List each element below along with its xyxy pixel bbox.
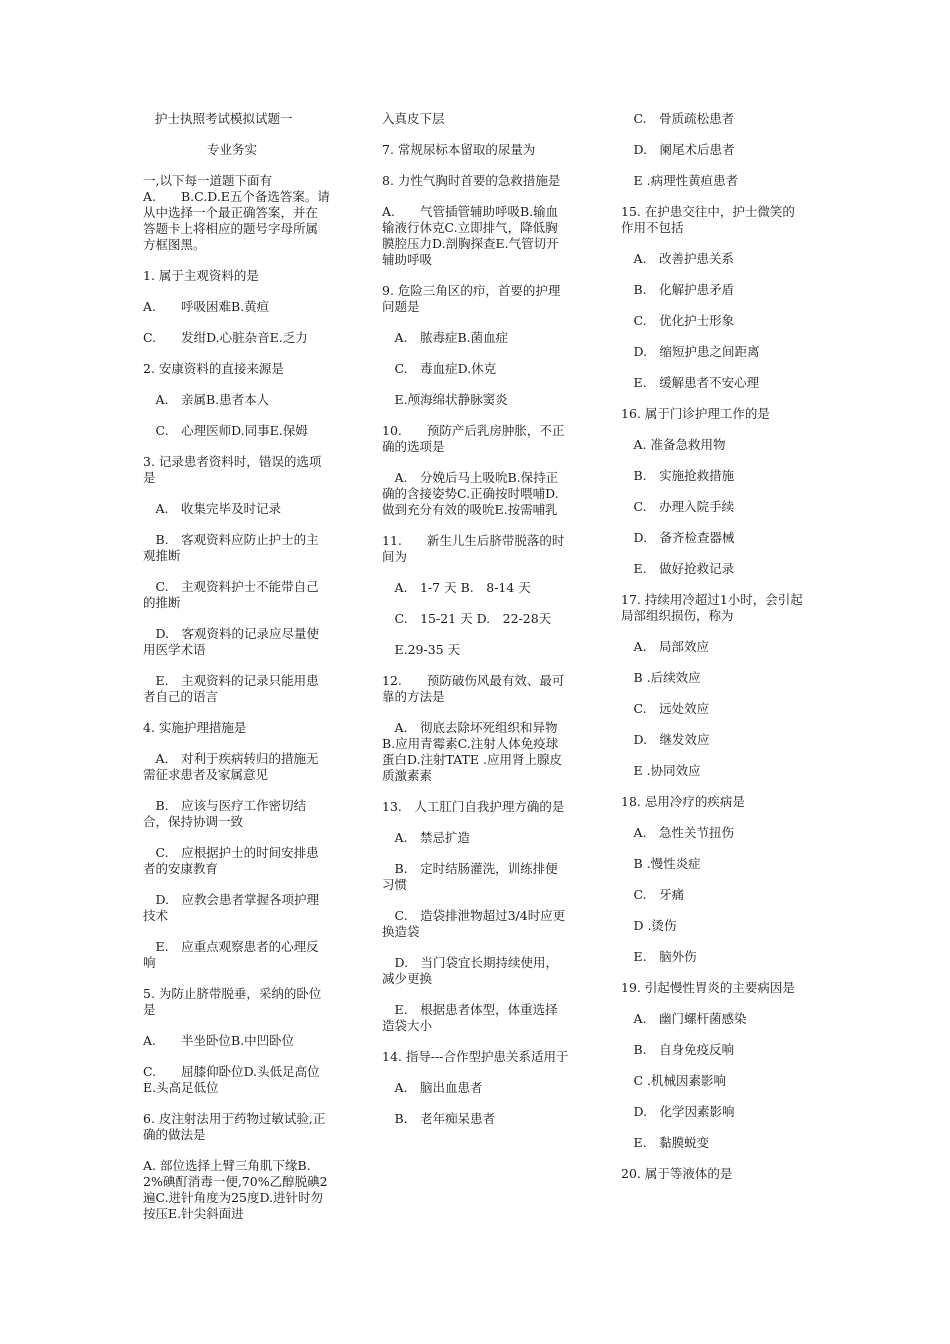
question-line: B .慢性炎症 — [621, 856, 701, 871]
question-line: A. 部位选择上臂三角肌下缘B. 2%碘酊消毒一便,70%乙醇脱碘2遍C.进针角度为25度D.进针时勿按压E.针尖斜面进 — [143, 1158, 328, 1221]
question-line: C. 发绀D.心脏杂音E.乏力 — [143, 330, 308, 345]
question-line: C. 牙痛 — [621, 887, 685, 902]
question-line: D. 化学因素影响 — [621, 1104, 735, 1119]
question-line: A. 改善护患关系 — [621, 251, 735, 266]
question-line: D. 客观资料的记录应尽量使用医学术语 — [143, 626, 320, 657]
question-line: 1. 属于主观资料的是 — [143, 268, 259, 283]
question-line: A. 急性关节扭伤 — [621, 825, 735, 840]
question-line: E. 根据患者体型，体重选择造袋大小 — [382, 1002, 558, 1033]
question-line: 16. 属于门诊护理工作的是 — [621, 406, 770, 421]
question-line: 入真皮下层 — [382, 111, 445, 126]
question-line: C .机械因素影响 — [621, 1073, 727, 1088]
question-line: B. 实施抢救措施 — [621, 468, 735, 483]
question-line: 13. 人工肛门自我护理方确的是 — [382, 799, 565, 814]
question-line: B. 应该与医疗工作密切结合，保持协调一致 — [143, 798, 307, 829]
question-line: E. 黏膜蜕变 — [621, 1135, 710, 1150]
column-right — [621, 111, 806, 1197]
question-line: C. 办理入院手续 — [621, 499, 735, 514]
question-line: B. 自身免疫反响 — [621, 1042, 735, 1057]
question-line: C. 心理医师D.同事E.保姆 — [143, 423, 308, 438]
question-line: D. 备齐检查器械 — [621, 530, 735, 545]
question-line: 7. 常规尿标本留取的尿量为 — [382, 142, 536, 157]
question-line: C. 屈膝仰卧位D.头低足高位E.头高足低位 — [143, 1064, 320, 1095]
question-line: E. 缓解患者不安心理 — [621, 375, 760, 390]
question-line: E .协同效应 — [621, 763, 701, 778]
question-line: A. 准备急救用物 — [621, 437, 726, 452]
question-line: 9. 危险三角区的疖，首要的护理问题是 — [382, 283, 561, 314]
question-line: 10. 预防产后乳房肿胀，不正确的选项是 — [382, 423, 565, 454]
question-line: A. 幽门螺杆菌感染 — [621, 1011, 747, 1026]
question-line: C. 骨质疏松患者 — [621, 111, 735, 126]
question-line: B .后续效应 — [621, 670, 701, 685]
question-line: 20. 属于等液体的是 — [621, 1166, 733, 1181]
question-line: C. 应根据护士的时间安排患者的安康教育 — [143, 845, 319, 876]
question-line: B. 定时结肠灌洗，训练排便习惯 — [382, 861, 558, 892]
question-line: A. 脓毒症B.菌血症 — [382, 330, 509, 345]
question-line: A. 禁忌扩造 — [382, 830, 471, 845]
question-line: C. 远处效应 — [621, 701, 710, 716]
question-line: A. 对利于疾病转归的措施无需征求患者及家属意见 — [143, 751, 319, 782]
question-line: E .病理性黄疸患者 — [621, 173, 739, 188]
question-line: E. 脑外伤 — [621, 949, 697, 964]
question-line: 17. 持续用冷超过1小时，会引起局部组织损伤，称为 — [621, 592, 803, 623]
question-line: A. 气管插管辅助呼吸B.输血输液行休克C.立即排气，降低胸膜腔压力D.剖胸探查E.气管切开辅助呼吸 — [382, 204, 559, 267]
question-line: B. 老年痴呆患者 — [382, 1111, 496, 1126]
question-line: 15. 在护患交往中，护士微笑的作用不包括 — [621, 204, 795, 235]
question-line: E. 做好抢救记录 — [621, 561, 735, 576]
question-line: A. 半坐卧位B.中凹卧位 — [143, 1033, 295, 1048]
question-line: A. 1-7 天 B. 8-14 天 — [382, 580, 531, 595]
question-line: E.29-35 天 — [382, 642, 461, 657]
question-line: D. 缩短护患之间距离 — [621, 344, 760, 359]
question-line: 5. 为防止脐带脱垂，采纳的卧位是 — [143, 986, 322, 1017]
question-line: C. 主观资料护士不能带自己的推断 — [143, 579, 319, 610]
question-line: 18. 忌用冷疗的疾病是 — [621, 794, 745, 809]
question-line: A. 脑出血患者 — [382, 1080, 483, 1095]
question-line: D. 继发效应 — [621, 732, 710, 747]
question-line: D. 应教会患者掌握各项护理技术 — [143, 892, 320, 923]
section-heading: 专业务实 — [207, 142, 258, 157]
question-line: 12. 预防破伤风最有效、最可靠的方法是 — [382, 673, 565, 704]
question-line: E.颅海绵状静脉窦炎 — [382, 392, 508, 407]
question-line: D. 阑尾术后患者 — [621, 142, 735, 157]
question-line: D. 当门袋宜长期持续使用，减少更换 — [382, 955, 559, 986]
question-line: A. 分娩后马上吸吮B.保持正确的含接姿势C.正确按时喂哺D.做到充分有效的吸吮E.按需哺乳 — [382, 470, 559, 517]
question-line: 8. 力性气胸时首要的急救措施是 — [382, 173, 561, 188]
question-line: A. 呼吸困难B.黄疸 — [143, 299, 270, 314]
column-left — [143, 111, 330, 1237]
question-line: 6. 皮注射法用于药物过敏试验,正确的做法是 — [143, 1111, 326, 1142]
question-line: C. 15-21 天 D. 22-28天 — [382, 611, 552, 626]
question-line: B. 化解护患矛盾 — [621, 282, 735, 297]
question-line: 19. 引起慢性胃炎的主要病因是 — [621, 980, 795, 995]
question-line: 3. 记录患者资料时，错误的选项是 — [143, 454, 322, 485]
question-line: 4. 实施护理措施是 — [143, 720, 247, 735]
question-line: D .烫伤 — [621, 918, 677, 933]
question-line: A. 亲属B.患者本人 — [143, 392, 270, 407]
page-title: 护士执照考试模拟试题一 — [155, 111, 293, 126]
question-line: A. 收集完毕及时记录 — [143, 501, 282, 516]
question-line: 11. 新生儿生后脐带脱落的时间为 — [382, 533, 565, 564]
question-line: A. 彻底去除坏死组织和异物B.应用青霉素C.注射人体免疫球蛋白D.注射TATE .应用肾上腺皮质激素素 — [382, 720, 562, 783]
question-line: A. 局部效应 — [621, 639, 710, 654]
question-line: 一,以下每一道题下面有 A. B.C.D.E五个备选答案。请从中选择一个最正确答案，并在答题卡上将相应的题号字母所属方框图黑。 — [143, 173, 330, 252]
question-line: E. 应重点观察患者的心理反响 — [143, 939, 319, 970]
question-line: B. 客观资料应防止护士的主观推断 — [143, 532, 319, 563]
question-line: C. 造袋排泄物超过3/4时应更换造袋 — [382, 908, 566, 939]
question-line: E. 主观资料的记录只能用患者自己的语言 — [143, 673, 319, 704]
question-line: C. 优化护士形象 — [621, 313, 735, 328]
question-line: 14. 指导---合作型护患关系适用于 — [382, 1049, 569, 1064]
column-middle — [382, 111, 569, 1142]
question-line: 2. 安康资料的直接来源是 — [143, 361, 284, 376]
question-line: C. 毒血症D.休克 — [382, 361, 497, 376]
